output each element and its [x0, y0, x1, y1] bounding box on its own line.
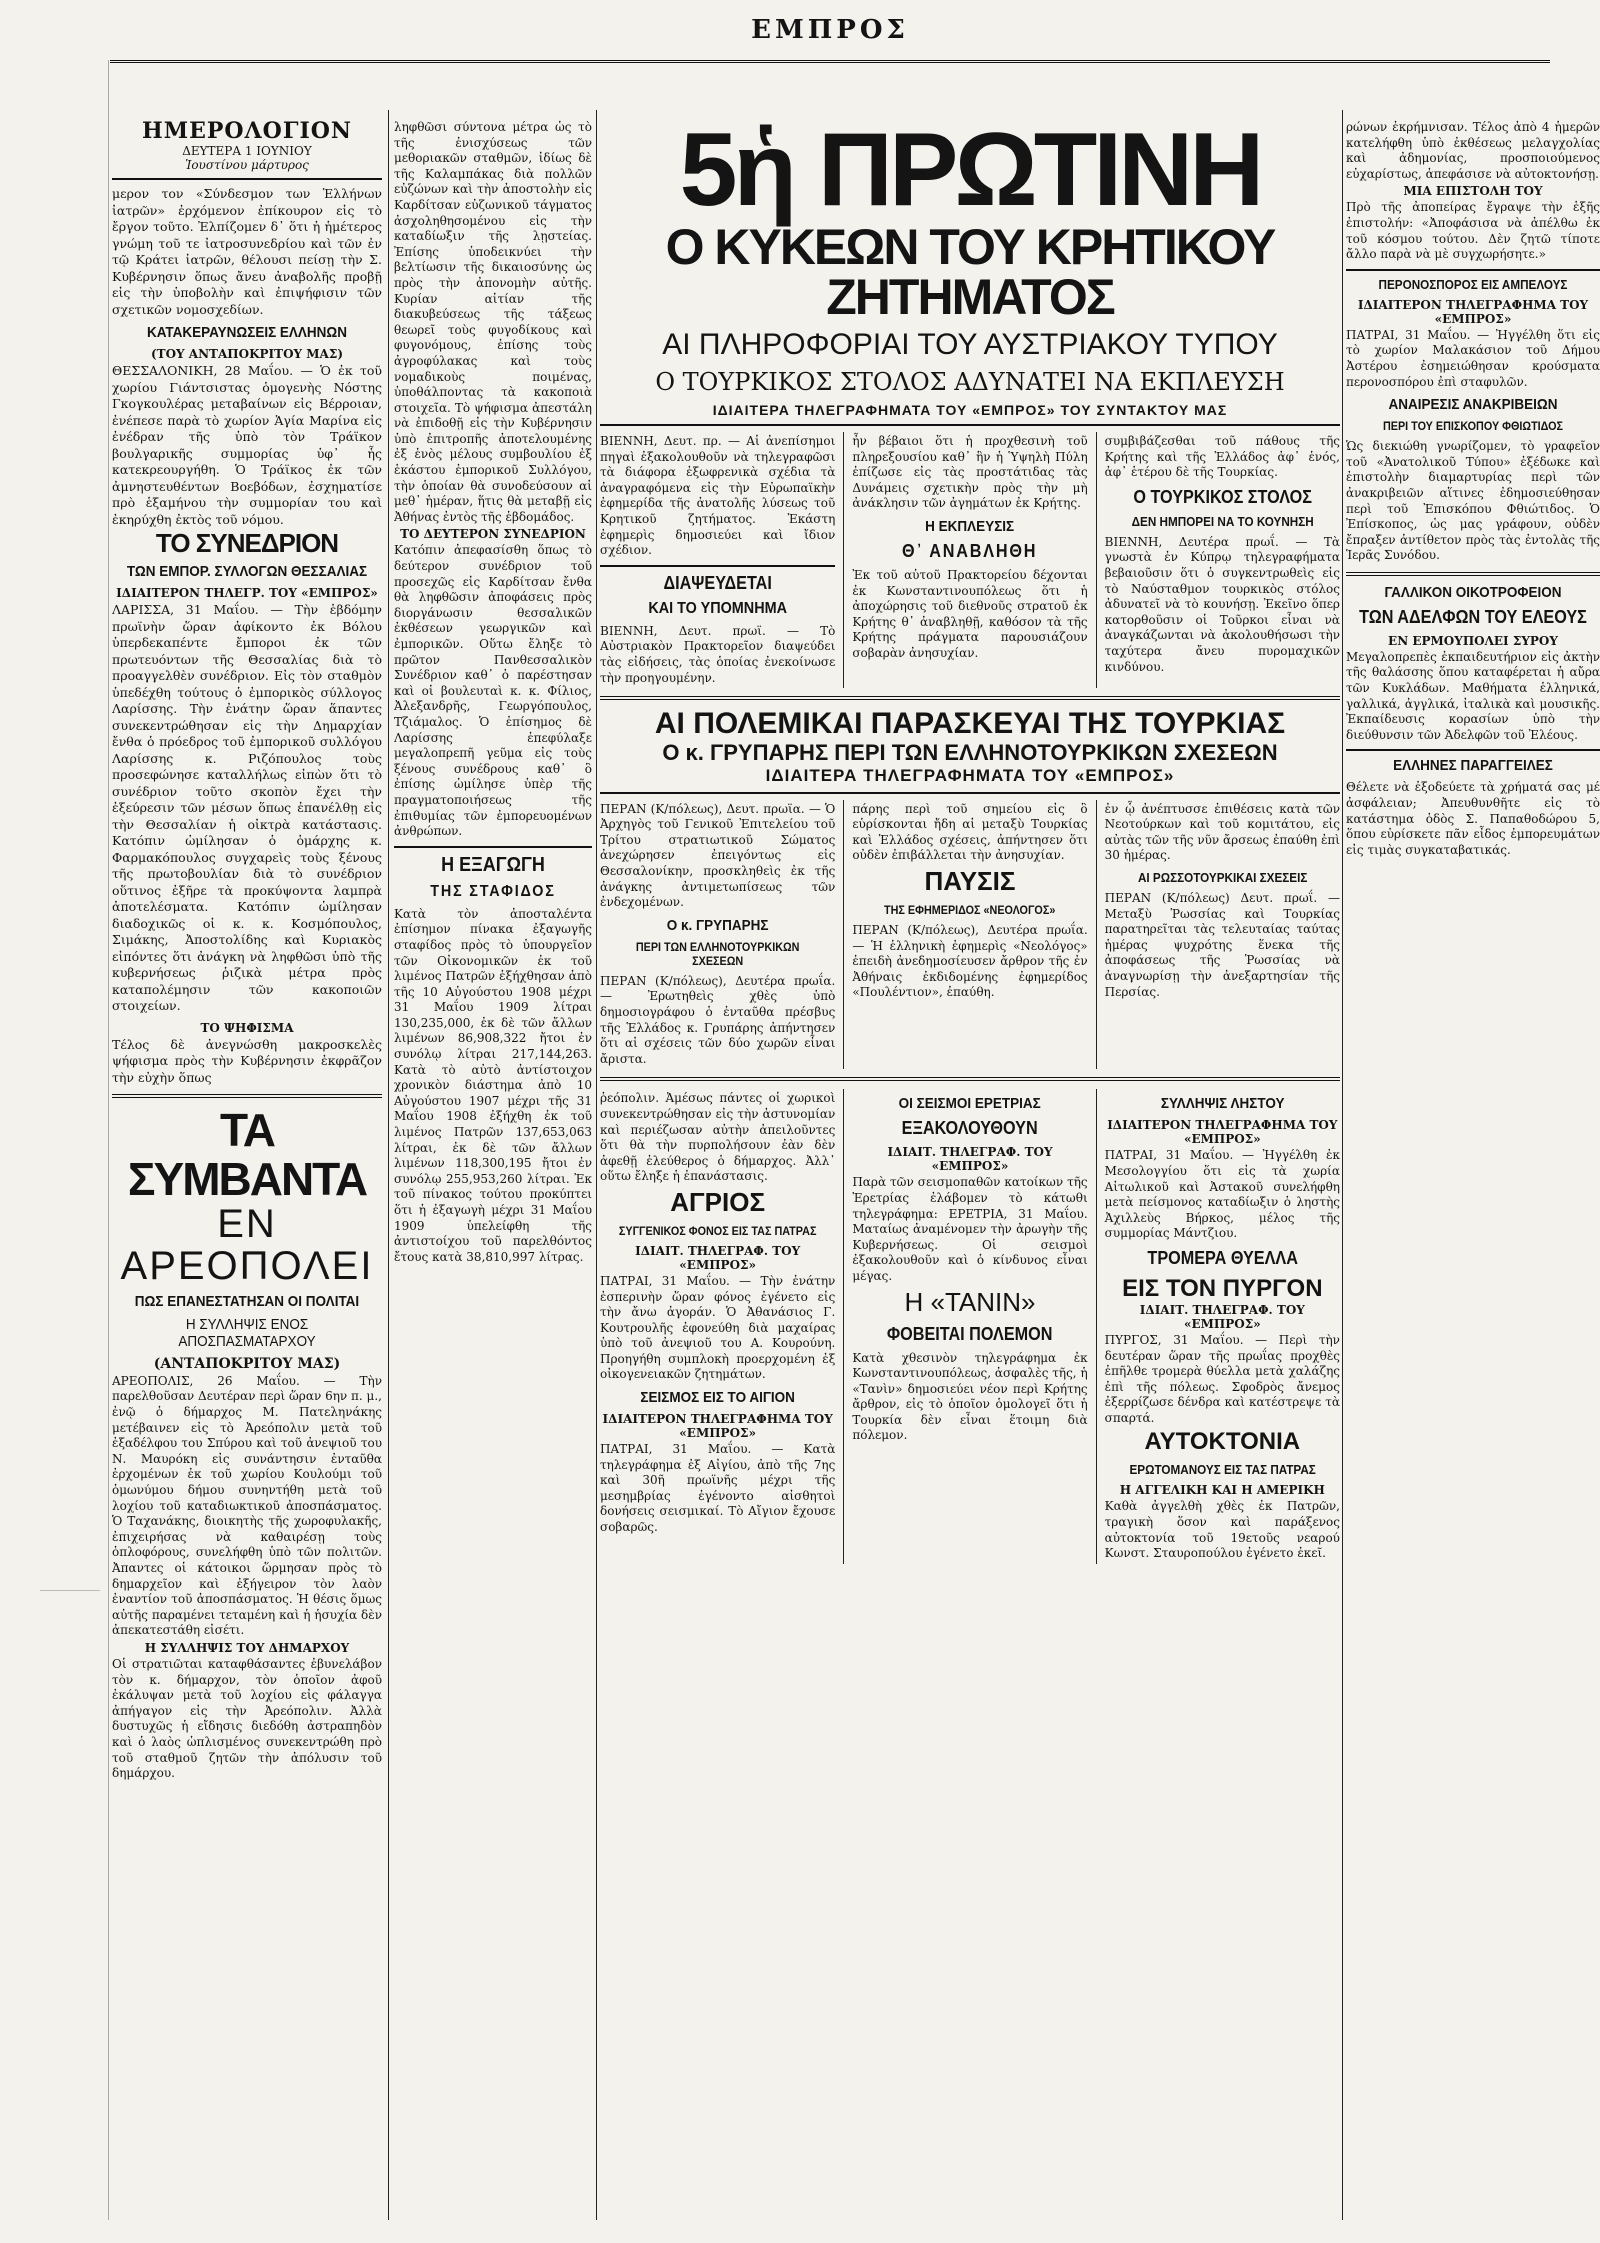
- headline-sub: ΕΞΑΚΟΛΟΥΘΟΥΝ: [901, 1118, 1039, 1139]
- article-text: ΠΑΤΡΑΙ, 31 Μαΐου. — Τὴν ἐνάτην ἐσπερινὴν ὥραν φόνος ἐγένετο εἰς τὴν ἄνω ἀγοράν. Ὁ Ἀθανάσιος Γ. Κουτρουλῆς ἐφονεύθη διὰ μαχαίρας ὑπὸ τοῦ ἀνεψιοῦ του Α. Κουρούνη. Προηγήθη συμπλοκὴ προερχομένη ἐξ οἰκογενειακῶν ζητημάτων.: [600, 1273, 836, 1382]
- headline-sub: ΤΗΣ ΣΤΑΦΙΔΟΣ: [430, 882, 556, 900]
- article-text: Κατὰ τὸν ἀποσταλέντα ἐπίσημον πίνακα ἐξαγωγῆς σταφίδος πρὸς τὸ ὑπουργεῖον τῶν Οἰκονομικῶν ἐκ τοῦ λιμένος Πατρῶν ἐξήχθησαν ἀπὸ τῆς 10 Αὐγούστου 1908 μέχρι 31 Μαΐου 1909 λίτραι 130,235,000, ἐκ δὲ τῶν ἄλλων λιμένων 86,908,322 ἤτοι ἐν συνόλῳ λίτραι 217,144,263. Κατὰ τὸ αὐτὸ ἀντίστοιχον χρονικὸν διάστημα ἀπὸ 10 Αὐγούστου 1907 μέχρι τῆς 31 Μαΐου 1908 ἐξήχθη ἐκ τοῦ λιμένος Πατρῶν 137,653,063 λίτραι, ἐκ δὲ τῶν ἄλλων λιμένων 118,300,195 ἤτοι ἐν συνόλῳ 255,953,260 λίτραι. Ἐκ τοῦ πίνακος τούτου προκύπτει ὅτι ἡ ἐξαγωγὴ μέχρι 31 Μαΐου 1909 ὑπελείφθη τῆς ἀντιστοίχου τοῦ παρελθόντος ἔτους κατὰ 38,810,997 λίτρας.: [394, 906, 592, 1264]
- column-rule: [1096, 1089, 1097, 1564]
- article-text: πάρης περὶ τοῦ σημείου εἰς ὃ εὑρίσκονται ἤδη αἱ μεταξὺ Τουρκίας καὶ Ἑλλάδος σχέσεις, ἀπήντησεν ὅτι οὐδὲν ἐπιβάλλεται τὴν ἀνησυχίαν.: [852, 801, 1088, 863]
- bottom-articles: [600, 1089, 1340, 1564]
- divider: [600, 792, 1340, 794]
- calendar-date: ΔΕΥΤΕΡΑ 1 ΙΟΥΝΙΟΥ: [182, 144, 312, 158]
- column-1: [112, 118, 382, 2218]
- mid-articles: [600, 800, 1340, 1070]
- center-columns: [600, 118, 1340, 2208]
- section-title: Η ΣΥΛΛΗΨΙΣ ΤΟΥ ΔΗΜΑΡΧΟΥ: [144, 1640, 350, 1655]
- article-text: Τέλος δὲ ἀνεγνώσθη μακροσκελὲς ψήφισμα πρὸς τὴν Κυβέρνησιν ἐκφρᾶζον τὴν εὐχὴν ὅπως: [112, 1036, 382, 1085]
- headline: Η ΕΞΑΓΩΓΗ: [441, 853, 545, 876]
- article-text: ΘΕΣΣΑΛΟΝΙΚΗ, 28 Μαΐου. — Ὁ ἐκ τοῦ χωρίου Γιάντσιστας ὁμογενὴς Νόστης Γκογκουλέρας μεταβαίνων εἰς Βέρροιαν, ἐνέπεσε παρὰ τὸ χωρίον Ἁγία Μαρίνα εἰς ἐνέδραν τῆς ὑπὸ τὸν Τράϊκον βουλγαρικῆς συμμορίας ὑφ᾽ ἧς κατεκρεουργήθη. Ὁ Τράϊκος ἐκ τῶν ἀμνηστευθέντων Βοεβόδων, ἐσχηματίσε πρὸ ἑξαμήνου τὴν συμμορίαν του καὶ ἐκηρύχθη ἐκτὸς τοῦ νόμου.: [112, 363, 382, 527]
- article-text: ΛΑΡΙΣΣΑ, 31 Μαΐου. — Τὴν ἑβδόμην πρωϊνὴν ὥραν ἀφίκοντο ἐκ Βόλου ὑπερδεκαπέντε ἔμποροι ἐκ τῶν πρωτευόντων τῆς Θεσσαλίας διὰ τὸ προαγγελθὲν συνέδριον. Εἰς τὸν σταθμὸν ὑπεδέχθη τούτους ὁ ἐμπορικὸς σύλλογος Λαρίσσης. Τὴν ἐνάτην ὥραν ἅπαντες συνεκεντρώθησαν εἰς τὴν Δημαρχίαν ἔνθα ὁ πρόεδρος τοῦ ἐμπορικοῦ συλλόγου Λαρίσσης κ. Ριζόπουλος τοὺς προσεφώνησε καταλλήλως εἰπὼν ὅτι τὸ συνέδριον τοῦτο σκοπὸν ἔχει τὴν ἐξεύρεσιν τῶν μέσων ὅπως ἐπανέλθῃ εἰς τὴν Θεσσαλίαν ἡ οἰκτρὰ κατάστασις. Κατόπιν ὡμίλησαν ὁ ὁμάρχης κ. Φαρμακόπουλος συγχαρεὶς τοὺς ξένους τῆς πρωτοβουλίαν διὰ τὸ συνέδριον οὕτινος ἐξῆρε τὰ προκύψοντα λαμπρὰ ἀποτελέσματα. Κατόπιν ὡμίλησαν διαδοχικῶς οἱ κ. κ. Κοσμόπουλος, Σιμάκης, Ἀποστολίδης καὶ Κυριακὸς εἰπόντες ὅτι ἀνάγκη νὰ ληφθῶσι ὑπὸ τῆς κυβερνήσεως ῥιζικὰ μέτρα πρὸς καταπολέμησιν τῶν κακοποιῶν στοιχείων.: [112, 602, 382, 1014]
- headline: ΠΑΥΣΙΣ: [924, 866, 1016, 896]
- main-headline-2: Ο ΚΥΚΕΩΝ ΤΟΥ ΚΡΗΤΙΚΟΥ ΖΗΤΗΜΑΤΟΣ: [665, 219, 1275, 325]
- section-subtitle: (ΑΝΤΑΠΟΚΡΙΤΟΥ ΜΑΣ): [153, 1355, 341, 1372]
- masthead: ΕΜΠΡΟΣ: [110, 0, 1550, 63]
- article-text: Ὡς διεκιώθη γνωρίζομεν, τὸ γραφεῖον τοῦ «Ἀνατολικοῦ Τύπου» ἐξέδωκε καὶ ἐπιστολὴν διαμαρτυρίας περὶ τῶν ἀνακριβειῶν αἵτινες ἐδημοσιεύθησαν περὶ τοῦ Ἐπισκόπου Φθιώτιδος. Ὁ Ἐπίσκοπος, ὡς μας γράφουν, οὐδὲν ἔπραξεν ἀντίθετον πρὸς τὰς ἐντολὰς τῆς Ἱερᾶς Συνόδου.: [1346, 439, 1600, 563]
- headline-sub: ΠΕΡΙ ΤΩΝ ΕΛΛΗΝΟΤΟΥΡΚΙΚΩΝ ΣΧΕΣΕΩΝ: [635, 939, 800, 968]
- article-text: Κατὰ χθεσινὸν τηλεγράφημα ἐκ Κωνσταντινουπόλεως, ἀσφαλὲς τῆς, ἡ «Τανὶν» δημοσιεύει νέον περὶ Κρήτης ἄρθρον, εἰς τὸ ὁποῖον ὁμολογεῖ ὅτι ἡ Τουρκία δὲν εἶναι ἕτοιμη διὰ πόλεμον.: [852, 1350, 1088, 1443]
- headline: Ο κ. ΓΡΥΠΑΡΗΣ: [666, 916, 769, 934]
- section-subtitle: ΙΔΙΑΙΤΕΡΟΝ ΤΗΛΕΓΡΑΦΗΜΑ ΤΟΥ «ΕΜΠΡΟΣ»: [602, 1412, 833, 1441]
- turkey-byline: ΙΔΙΑΙΤΕΡΑ ΤΗΛΕΓΡΑΦΗΜΑΤΑ ΤΟΥ «ΕΜΠΡΟΣ»: [765, 765, 1175, 785]
- section-subtitle: ΙΔΙΑΙΤ. ΤΗΛΕΓΡΑΦ. ΤΟΥ «ΕΜΠΡΟΣ»: [1139, 1302, 1305, 1331]
- page-crease: [40, 1590, 100, 1591]
- headline: ΣΕΙΣΜΟΣ ΕΙΣ ΤΟ ΑΙΓΙΟΝ: [640, 1389, 795, 1407]
- article-text: ῥεόπολιν. Ἀμέσως πάντες οἱ χωρικοὶ συνεκεντρώθησαν εἰς τὴν ἀστυνομίαν καὶ περιέζωσαν αὐτὴν ἀπειλοῦντες ὅτι θὰ τὴν πυρπολήσουν ἐὰν δὲν ἀφεθῇ ἐλεύθερος ὁ δήμαρχος. Ἀλλ᾽ οὕτω ἔληξε ἡ ἐπανάστασις.: [600, 1091, 836, 1184]
- column-rule: [843, 800, 844, 1070]
- section-subtitle: ΕΝ ΕΡΜΟΥΠΟΛΕΙ ΣΥΡΟΥ: [1388, 633, 1558, 648]
- turkey-headline: ΑΙ ΠΟΛΕΜΙΚΑΙ ΠΑΡΑΣΚΕΥΑΙ ΤΗΣ ΤΟΥΡΚΙΑΣ: [654, 707, 1286, 741]
- headline-sub: ΤΗΣ ΕΦΗΜΕΡΙΔΟΣ «ΝΕΟΛΟΓΟΣ»: [884, 903, 1056, 917]
- headline: ΟΙ ΣΕΙΣΜΟΙ ΕΡΕΤΡΙΑΣ: [898, 1095, 1042, 1113]
- main-headline: 5ἡ ΠΡΩΤΙΝΗ: [679, 118, 1261, 228]
- headline-sub: ΠΕΡΙ ΤΟΥ ΕΠΙΣΚΟΠΟΥ ΦΘΙΩΤΙΔΟΣ: [1382, 419, 1564, 434]
- article-text: ρώνων ἐκρήμνισαν. Τέλος ἀπὸ 4 ἡμερῶν κατελήφθη ὑπὸ ἐκθέσεως μελαγχολίας καὶ ἀδημονίας, προσποιούμενος εὐχαρίστως, ἀπεφάσισε νὰ αὐτοκτονήσῃ.: [1346, 120, 1600, 181]
- main-subheadline: ΑΙ ΠΛΗΡΟΦΟΡΙΑΙ ΤΟΥ ΑΥΣΤΡΙΑΚΟΥ ΤΥΠΟΥ: [662, 328, 1278, 361]
- divider: [1346, 749, 1600, 751]
- intro-text: μερον τον «Σύνδεσμον των Ἑλλήνων ἰατρῶν» ἐρχόμενον ἐπίκουρον εἰς τὸ ἔργον τοῦτο. Ἐλπίζομεν δ᾽ ὅτι ἡ ἡμέτερος γνώμη τοῦ τε ἰατροσυνεδρίου καὶ τῶν ἐν τῷ Κράτει ἰατρῶν, θέλουσι πείσῃ τὴν Σ. Κυβέρνησιν ὅπως ἄνευ ἀναβολῆς προβῇ εἰς τὴν ὑποβολὴν καὶ ἐπιψήφισιν τῶν σχετικῶν νομοσχεδίων.: [112, 186, 382, 317]
- divider: [112, 1094, 382, 1098]
- column-rule: [1096, 432, 1097, 688]
- divider: [600, 696, 1340, 700]
- headline: ΑΓΡΙΟΣ: [670, 1186, 766, 1217]
- article-text: Οἱ στρατιῶται καταφθάσαντες ἐβυνελάβον τὸν κ. δήμαρχον, τὸν ὁποῖον ἀφοῦ ἐκάλυψαν μετὰ τοῦ λοχίου εἰς φάλαγγα ἀπήγαγον εἰς τὴν Ἀρεόπολιν. Ἀλλὰ δυστυχῶς ἡ εἴδησις διεδόθη ἀστραπηδὸν καὶ ὁ λαὸς ὡπλισμένος συνεκεντρώθη πρὸ τοῦ σταθμοῦ ζητῶν τὴν ἀπόλυσιν τοῦ δημάρχου.: [112, 1656, 382, 1781]
- headline-sub: ΣΥΓΓΕΝΙΚΟΣ ΦΟΝΟΣ ΕΙΣ ΤΑΣ ΠΑΤΡΑΣ: [618, 1223, 817, 1238]
- article-text: ΠΑΤΡΑΙ, 31 Μαΐου. — Κατὰ τηλεγράφημα ἐξ Αἰγίου, ἀπὸ τῆς 7ης καὶ 30ῆ πρωϊνῆς μέχρι τῆς μεσημβρίας ἐγένοντο αἰσθητοὶ δονήσεις σεισμικαί. Τὸ Αἴγιον ἔχουσε σοβαρῶς.: [600, 1442, 836, 1535]
- main-byline: ΙΔΙΑΙΤΕΡΑ ΤΗΛΕΓΡΑΦΗΜΑΤΑ ΤΟΥ «ΕΜΠΡΟΣ» ΤΟΥ ΣΥΝΤΑΚΤΟΥ ΜΑΣ: [712, 402, 1228, 418]
- headline: ΑΥΤΟΚΤΟΝΙΑ: [1144, 1428, 1301, 1456]
- article-text: Ἐκ τοῦ αὐτοῦ Πρακτορείου δέχονται ἐκ Κωνσταντινουπόλεως ὅτι ἡ ἀποχώρησις τοῦ διεθνοῦς στρατοῦ ἐκ Κρήτης θ᾽ ἀναβληθῇ, καθόσον τὰ τῆς Κρήτης πράγματα παρουσιάζουν σοβαρὰν ἀνησυχίαν.: [852, 567, 1088, 660]
- article-text: ΠΑΤΡΑΙ, 31 Μαΐου. — Ἠγγέλθη ὅτι εἰς τὸ χωρίον Μαλακάσιον τοῦ Δήμου Ἀστέρου ἐσημειώθησαν κρούσματα περονοσπόρου ἐπὶ σταφυλῶν.: [1346, 327, 1600, 389]
- article-text: ΒΙΕΝΝΗ, Δευτ. πρ. — Αἱ ἀνεπίσημοι πηγαὶ ἐξακολουθοῦν νὰ τηλεγραφῶσι τὰ διάφορα ἐξωφρενικὰ σχέδια τὰ ἀναγραφόμενα εἰς τὴν Εὐρωπαϊκὴν ἐφημερίδα τῆς ἀνατολῆς λύσεως τοῦ Κρητικοῦ ζητήματος. Ἑκάστη ἐφημερὶς δημοσιεύει καὶ ἴδιον σχέδιον.: [600, 434, 836, 558]
- headline: ΠΕΡΟΝΟΣΠΟΡΟΣ ΕΙΣ ΑΜΠΕΛΟΥΣ: [1378, 276, 1568, 292]
- page-edge: [108, 60, 109, 2220]
- column-rule: [1342, 110, 1343, 2220]
- calendar-saint: Ἰουστίνου μάρτυρος: [185, 158, 309, 172]
- article-text: ΠΕΡΑΝ (Κ/πόλεως) Δευτ. πρωΐ. — Μεταξὺ Ῥωσσίας καὶ Τουρκίας παρατηρεῖται τὰς τελευταίας ταύτας ἡμέρας ψυχρότης ἕνεκα τῆς ἀποφάσεως τῆς Ῥωσσίας νὰ ἀναγνωρίσῃ τὴν ἀνεξαρτησίαν τῆς Περσίας.: [1104, 891, 1340, 999]
- column-2: [394, 118, 592, 2218]
- main-subheadline-2: Ο ΤΟΥΡΚΙΚΟΣ ΣΤΟΛΟΣ ΑΔΥΝΑΤΕΙ ΝΑ ΕΚΠΛΕΥΣΗ: [655, 368, 1285, 396]
- article-text: Καθὰ ἀγγελθὴ χθὲς ἐκ Πατρῶν, τραγικὴ ὅσον καὶ παράξενος αὐτοκτονία τοῦ 19ετοῦς νεαρού Κωνστ. Σταυροπούλου ἐγένετο ἐκεῖ.: [1104, 1499, 1340, 1561]
- article-text: Μεγαλοπρεπὲς ἐκπαιδευτήριον εἰς ἀκτὴν τῆς θαλάσσης ὅπου καταφέρεται ἡ αὔρα τῶν Κυκλάδων. Μαθήματα ἑλληνικά, γαλλικά, ἀγγλικά, ἰταλικὰ καὶ μουσικῆς. Ἐκπαίδευσις κορασίων ὑπὸ τὴν διεύθυνσιν τῶν Ἀδελφῶν τοῦ Ἐλέους.: [1346, 649, 1600, 742]
- section-subtitle: ΙΔΙΑΙΤ. ΤΗΛΕΓΡΑΦ. ΤΟΥ «ΕΜΠΡΟΣ»: [887, 1145, 1053, 1174]
- article-text: ΠΕΡΑΝ (Κ/πόλεως), Δευτέρα πρωΐα. — Ἐρωτηθεὶς χθὲς ὑπὸ δημοσιογράφου ὁ ἐνταῦθα πρέσβυς τῆς Ἑλλάδος κ. Γρυπάρης ἀπήντησεν ὅτι αἱ σχέσεις τῶν δύο χωρῶν εἶναι ἄριστα.: [600, 973, 836, 1066]
- headline-sub: ΕΡΩΤΟΜΑΝΟΥΣ ΕΙΣ ΤΑΣ ΠΑΤΡΑΣ: [1129, 1462, 1316, 1478]
- areopoli-subheadline-2: Η ΣΥΛΛΗΨΙΣ ΕΝΟΣ ΑΠΟΣΠΑΣΜΑΤΑΡΧΟΥ: [178, 1315, 316, 1350]
- headline: ΣΥΛΛΗΨΙΣ ΛΗΣΤΟΥ: [1160, 1095, 1285, 1113]
- article-text: ΒΙΕΝΝΗ, Δευτ. πρωϊ. — Τὸ Αὐστριακὸν Πρακτορεῖον διαψεύδει τὰς εἰδήσεις, τὰς ὁποίας ἐνεκοίνωσε τὴν προηγουμένην.: [600, 623, 836, 685]
- headline: Η «ΤΑΝΙΝ»: [904, 1286, 1036, 1317]
- divider: [600, 1077, 1340, 1081]
- article-text: ἦν βέβαιοι ὅτι ἡ προχθεσινὴ τοῦ πληρεξουσίου καθ᾽ ἣν ἡ Ὑψηλὴ Πύλη ἐπίζωσε εἰς τὰς προστάτιδας τὰς Δυνάμεις σχετικὴν πρὸς τὴν μὴ ἀνάκλησιν τῶν ἀγημάτων ἐκ Κρήτης.: [852, 434, 1088, 511]
- headline: ΤΟ ΣΥΝΕΔΡΙΟΝ: [155, 528, 339, 558]
- article-text: ΠΑΤΡΑΙ, 31 Μαΐου. — Ἠγγέλθη ἐκ Μεσολογγίου ὅτι εἰς τὰ χωρία Αἰτωλικοῦ καὶ Ἀστακοῦ συνελήφθη μετὰ πείσμονος καταδίωξιν ὁ ληστὴς Ἀχιλλεὺς Βήρκος, μέλος τῆς συμμορίας Μάντζιου.: [1104, 1148, 1340, 1241]
- section-subtitle: Η ΑΓΓΕΛΙΚΗ ΚΑΙ Η ΑΜΕΡΙΚΗ: [1119, 1483, 1325, 1498]
- top-articles: [600, 432, 1340, 688]
- headline-sub: ΤΩΝ ΑΔΕΛΦΩΝ ΤΟΥ ΕΛΕΟΥΣ: [1359, 606, 1587, 627]
- article-text: ΠΕΡΑΝ (Κ/πόλεως), Δευτέρα πρωΐα. — Ἡ ἑλληνικὴ ἐφημερὶς «Νεολόγος» ἐπειδὴ ἀνεδημοσίευσεν ἄρθρον τῆς ἐν Ἀθήναις ἐκδιδομένης ἐφημερίδος «Πουλέντιον», ἐπαύθη.: [852, 923, 1088, 1000]
- headline-sub: ΕΙΣ ΤΟΝ ΠΥΡΓΟΝ: [1122, 1274, 1323, 1302]
- column-rule: [388, 110, 389, 2220]
- article-text: ληφθῶσι σύντονα μέτρα ὡς τὸ τῆς ἐνισχύσεως τῶν μεθοριακῶν σταθμῶν, ἰδίως δὲ τῆς Καλαμπάκας διὰ πολλῶν εὐζώνων καὶ τὴν ἀποστολὴν εἰς Καρδίτσαν εὐζωνικοῦ τάγματος ἀσχοληθησομένου εἰς τὴν καταδίωξιν τῆς λῃστείας. Ἐπίσης ὑποδεικνύει τὴν βελτίωσιν τῆς δικαιοσύνης ὡς πρὸς τὴν ἀπονομὴν αὐτῆς. Κυρίαν αἰτίαν τῆς διακυβεύσεως τῆς τάξεως θεωρεῖ τοὺς φυγοδίκους καὶ φυγονόμους, ἐπίσης τοὺς ἀγροφύλακας καὶ τοὺς νομαδικοὺς ποιμένας, ὑποθάλποντας τὰ κακοποιὰ στοιχεῖα. Τὸ ψήφισμα ἀπεστάλη νὰ ἐπιδοθῇ εἰς τὴν Κυβέρνησιν ὑπὸ ἐπιτροπῆς ἀποτελουμένης ἐξ ἑνὸς μέλους συμβουλίου ἐξ ἑκάστου ἐμπορικοῦ Συλλόγου, τὴν ὁποίαν θὰ συνοδεύσουν αἱ μεθ᾽ ἡμέραν, ἥτις θὰ μεταβῇ εἰς Ἀθήνας ἐντὸς τῆς ἑβδομάδος.: [394, 120, 592, 524]
- article-text: συμβιβάζεσθαι τοῦ πάθους τῆς Κρήτης καὶ τῆς Ἑλλάδος ἀφ᾽ ἑνός, ἀφ᾽ ἑτέρου δὲ τῆς Τουρκίας.: [1104, 434, 1340, 480]
- areopoli-headline-2: ΕΝ ΑΡΕΟΠΟΛΕΙ: [120, 1201, 374, 1288]
- section-subtitle: ΙΔΙΑΙΤΕΡΟΝ ΤΗΛΕΓΡΑΦΗΜΑ ΤΟΥ «ΕΜΠΡΟΣ»: [1107, 1118, 1338, 1147]
- headline-sub: ΤΩΝ ΕΜΠΟΡ. ΣΥΛΛΟΓΩΝ ΘΕΣΣΑΛΙΑΣ: [126, 563, 368, 581]
- headline: ΔΙΑΨΕΥΔΕΤΑΙ: [663, 572, 772, 593]
- section-subtitle: ΙΔΙΑΙΤΕΡΟΝ ΤΗΛΕΓΡ. ΤΟΥ «ΕΜΠΡΟΣ»: [116, 586, 378, 601]
- divider: [1346, 269, 1600, 271]
- column-rule: [843, 432, 844, 688]
- article-text: ΠΕΡΑΝ (Κ/πόλεως), Δευτ. πρωϊα. — Ὁ Ἀρχηγὸς τοῦ Γενικοῦ Ἐπιτελείου τοῦ Τρίτου στρατιωτικοῦ Σώματος ἀνεχώρησεν ἐπειγόντως εἰς Θεσσαλονίκην, προσκληθεὶς ἐκ τῆς ἀνάγκης ἀντιμετωπίσεως τῶν ἐνδεχομένων.: [600, 801, 836, 910]
- section-title: ΤΟ ΔΕΥΤΕΡΟΝ ΣΥΝΕΔΡΙΟΝ: [400, 527, 586, 542]
- column-rule: [843, 1089, 844, 1564]
- article-text: ΒΙΕΝΝΗ, Δευτέρα πρωΐ. — Τὰ γνωστὰ ἐν Κύπρῳ τηλεγραφήματα βεβαιοῦσιν ὅτι ὁ συγκεντρωθεὶς εἰς τὸ Ναύσταθμον τουρκικὸς στόλος ἀδυνατεῖ νὰ τὸ κουνήσῃ. Ἐκεῖνο ὅπερ κατορθοῦσιν οἱ Τοῦρκοι εἶναι νὰ ἀναγκάζωνται νὰ ἀκολουθήσωσι τὴν ταχύτερα ἄνευ πυρομαχικῶν κινδύνου.: [1104, 534, 1340, 674]
- headline-sub: ΚΑΙ ΤΟ ΥΠΟΜΝΗΜΑ: [648, 599, 787, 617]
- article-text: Πρὸ τῆς ἀποπείρας ἔγραψε τὴν ἑξῆς ἐπιστολήν: «Ἀποφάσισα νὰ ἀπέλθω ἐκ τοῦ κόσμου τούτου. Δὲν ζητῶ τίποτε ἄλλο παρὰ νὰ μὲ συγχωρήσητε.»: [1346, 200, 1600, 262]
- section-subtitle: ΙΔΙΑΙΤ. ΤΗΛΕΓΡΑΦ. ΤΟΥ «ΕΜΠΡΟΣ»: [635, 1243, 801, 1272]
- divider: [394, 846, 592, 848]
- headline: ΑΙ ΡΩΣΣΟΤΟΥΡΚΙΚΑΙ ΣΧΕΣΕΙΣ: [1137, 870, 1308, 885]
- section-title: ΤΟ ΨΗΦΙΣΜΑ: [200, 1020, 294, 1035]
- article-text: ΠΥΡΓΟΣ, 31 Μαΐου. — Περὶ τὴν δευτέραν ὥραν τῆς πρωΐας προχθὲς ἐπῆλθε τρομερὰ θύελλα μετὰ χαλάζης ἐπὶ τῆς πόλεως. Σφοδρὸς ἄνεμος ἐξερρίζωσε δένδρα καὶ κατέστρεψε τὰ σπαρτά.: [1104, 1332, 1340, 1425]
- column-6: [1346, 118, 1600, 2218]
- headline: ΕΛΛΗΝΕΣ ΠΑΡΑΓΓΕΙΛΕΣ: [1393, 757, 1553, 775]
- turkey-subheadline: Ο κ. ΓΡΥΠΑΡΗΣ ΠΕΡΙ ΤΩΝ ΕΛΛΗΝΟΤΟΥΡΚΙΚΩΝ ΣΧΕΣΕΩΝ: [662, 739, 1278, 765]
- divider: [112, 178, 382, 180]
- article-text: ἐν ᾧ ἀνέπτυσσε ἐπιθέσεις κατὰ τῶν Νεοτούρκων καὶ τοῦ κομιτάτου, εἰς αὐτὰς τῶν τῆς νῦν ἄρσεως ἐπαύθη ἐπὶ 30 ἡμέρας.: [1104, 801, 1340, 863]
- areopoli-subheadline: ΠΩΣ ΕΠΑΝΕΣΤΑΤΗΣΑΝ ΟΙ ΠΟΛΙΤΑΙ: [134, 1292, 360, 1310]
- headline: ΓΑΛΛΙΚΟΝ ΟΙΚΟΤΡΟΦΕΙΟΝ: [1384, 583, 1562, 601]
- article-text: Θέλετε νὰ ἐξοδεύετε τὰ χρήματά σας μέ ἀσφάλειαν; Ἀπευθυνθῆτε εἰς τὸ κατάστημα ὁδὸς Σ. Παπαθοδώρου 5, ὅπου εὑρίσκετε πᾶν εἶδος ἐμπορευμάτων εἰς τιμὰς συγκαταβατικάς.: [1346, 780, 1600, 857]
- column-rule: [1096, 800, 1097, 1070]
- article-text: ΑΡΕΟΠΟΛΙΣ, 26 Μαΐου. — Τὴν παρελθοῦσαν Δευτέραν περὶ ὥραν 6ην π. μ., ἐνῷ ὁ δήμαρχος Μ. Πατεληνάκης μετέβαινεν εἰς τὸ Ἀρεόπολιν μετὰ τοῦ ἐξαδέλφου του Σπύρου καὶ τοῦ ἀνεψιοῦ του Ν. Μαυρόκη εἰς συνάντησιν ἐνταῦθα ἐρχομένων ἐκ τοῦ χωρίου Κουλούμι τοῦ ὁμωνύμου δήμου συνηντήθη μετὰ τοῦ λοχίου τοῦ καταδιωκτικοῦ ἀποσπάσματος. Ὁ Ταχανάκης, διοικητὴς τῆς χωροφυλακῆς, ἐπιχειρήσας νὰ καθαιρέσῃ τοὺς ὁπλοφόρους, συνελήφθη ὑπὸ τῶν πολιτῶν. Ἀπαντες οἱ κάτοικοι ὥρμησαν πρὸς τὸ δημαρχεῖον καὶ ἐξήγειρον τὸν λαὸν ἐναντίον τοῦ ἀποσπάσματος. Ἡ θέσις ὅμως αὐτῆς παραμένει τεταμένη καὶ ἡ ἡσυχία δὲν ἀπεκατεστάθη εἰσέτι.: [112, 1373, 382, 1638]
- article-text: Κατόπιν ἀπεφασίσθη ὅπως τὸ δεύτερον συνέδριον τοῦ προσεχῶς εἰς Καρδίτσαν ἔνθα θὰ ληφθῶσιν ἀποφάσεις πρὸς διοργάνωσιν θεσσαλικῶν ἐκθέσεων γεωργικῶν καὶ ἐμπορικῶν. Οὕτω ἔληξε τὸ πρῶτον Πανθεσσαλικὸν Συνέδριον καθ᾽ ὁ παρέστησαν καὶ οἱ βουλευταὶ κ. κ. Φίλιος, Ἀλεξανδρῆς, Γεωργόπουλος, Τζιάμαλος. Ὁ ἐπίσημος δὲ Λαρίσσης ἐπεφύλαξε μεγαλοπρεπῆ γεῦμα εἰς τοὺς ξένους συνέδρους καθ᾽ ὃ ἐπίσης ὡμίλησε ὑπὲρ τῆς πραγματοποιήσεως τῆς ἐπιθυμίας τῶν ἐμπορευομένων ἀνθρώπων.: [394, 543, 592, 839]
- section-subtitle: (ΤΟΥ ΑΝΤΑΠΟΚΡΙΤΟΥ ΜΑΣ): [150, 347, 344, 361]
- section-subtitle: ΙΔΙΑΙΤΕΡΟΝ ΤΗΛΕΓΡΑΦΗΜΑ ΤΟΥ «ΕΜΠΡΟΣ»: [1357, 297, 1589, 326]
- calendar-title: ΗΜΕΡΟΛΟΓΙΟΝ: [141, 118, 353, 144]
- headline-sub: ΔΕΝ ΗΜΠΟΡΕΙ ΝΑ ΤΟ ΚΟΥΝΗΣΗ: [1131, 513, 1314, 529]
- section-title: ΜΙΑ ΕΠΙΣΤΟΛΗ ΤΟΥ: [1403, 184, 1543, 199]
- headline: Η ΕΚΠΛΕΥΣΙΣ: [925, 517, 1015, 535]
- headline-sub: ΦΟΒΕΙΤΑΙ ΠΟΛΕΜΟΝ: [887, 1323, 1053, 1344]
- divider: [1346, 572, 1600, 576]
- divider: [600, 565, 835, 567]
- areopoli-headline: ΤΑ ΣΥΜΒΑΝΤΑ: [127, 1104, 367, 1205]
- headline: Ο ΤΟΥΡΚΙΚΟΣ ΣΤΟΛΟΣ: [1133, 486, 1312, 507]
- column-rule: [596, 110, 597, 2220]
- divider: [600, 424, 1340, 426]
- headline: ΑΝΑΙΡΕΣΙΣ ΑΝΑΚΡΙΒΕΙΩΝ: [1388, 396, 1558, 414]
- section-title: ΚΑΤΑΚΕΡΑΥΝΩΣΕΙΣ ΕΛΛΗΝΩΝ: [146, 324, 348, 341]
- headline-sub: Θ᾽ ΑΝΑΒΛΗΘΗ: [902, 540, 1038, 561]
- headline: ΤΡΟΜΕΡΑ ΘΥΕΛΛΑ: [1147, 1247, 1298, 1268]
- article-text: Παρὰ τῶν σεισμοπαθῶν κατοίκων τῆς Ἐρετρίας ἐλάβομεν τὸ κάτωθι τηλεγράφημα: ΕΡΕΤΡΙΑ, 31 Μαΐου. Ματαίως ἀναμένομεν τὴν ἀρωγὴν τῆς Κυβερνήσεως. Οἱ σεισμοὶ ἐξακολουθοῦν καὶ ὁ κίνδυνος εἶναι μέγας.: [852, 1175, 1088, 1283]
